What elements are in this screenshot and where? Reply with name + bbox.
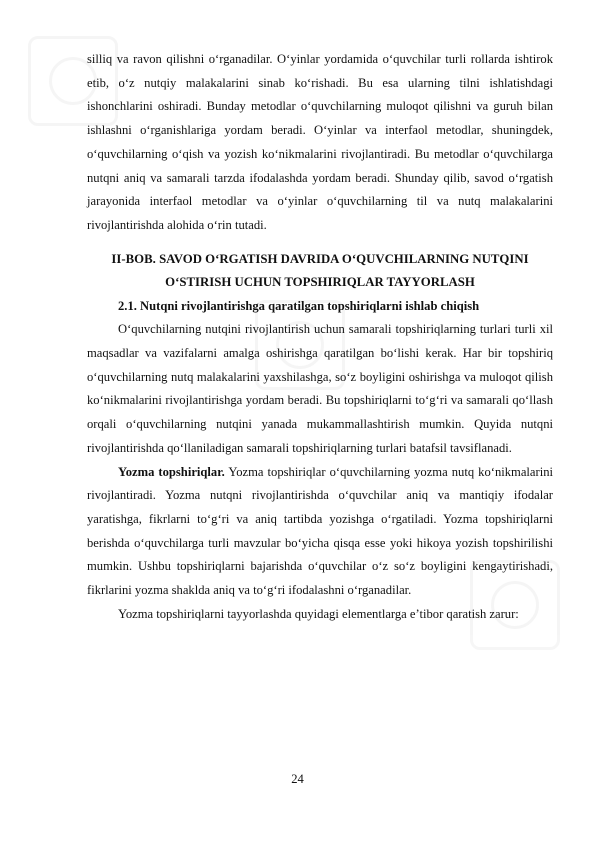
- written-tasks-paragraph: [87, 461, 553, 603]
- final-paragraph: Yozma topshiriqlarni tayyorlashda quyidagi elementlarga e’tibor qaratish zarur:: [118, 606, 519, 621]
- section-title: 2.1. Nutqni rivojlantirishga qaratilgan topshiriqlarni ishlab chiqish: [118, 298, 480, 313]
- written-tasks-lead: Yozma topshiriqlar.: [118, 464, 225, 479]
- page-content: [87, 48, 553, 626]
- written-tasks-body: Yozma topshiriqlar o‘quvchilarning yozma nutq ko‘nikmalarini rivojlantiradi. Yozma nutqni rivojlantirishda o‘quvchilar aniq va mantiqiy ifodalar yaratishga, fikrlarni to‘g‘ri va aniq tartibda yozishga o‘rgatiladi. Yozma topshiriqlarni berishda o‘quvchilarga turli mavzular bo‘yicha qisqa esse yoki hikoya yozish topshirilishi mumkin. Ushbu topshiriqlarni bajarishda o‘quvchilar o‘z so‘z boyligini kengaytirishadi, fikrlarini yozma shaklda aniq va to‘g‘ri ifodalashni o‘rganadilar.: [87, 464, 553, 598]
- chapter-title: II-BOB. SAVOD O‘RGATISH DAVRIDA O‘QUVCHILARNING NUTQINI O‘STIRISH UCHUN TOPSHIRIQLAR TAYYORLASH: [111, 251, 529, 290]
- intro-paragraph: silliq va ravon qilishni o‘rganadilar. O‘yinlar yordamida o‘quvchilar turli rollarda ishtirok etib, o‘z nutqiy malakalarini sinab ko‘rishadi. Bu esa ularning tilni ishlatishdagi ishonchlarini oshiradi. Bunday metodlar o‘quvchilarning muloqot qilishni va guruh bilan ishlashni o‘rganishlariga yordam beradi. O‘yinlar va interfaol metodlar, shuningdek, o‘quvchilarning o‘qish va yozish ko‘nikmalarini rivojlantiradi. Bu metodlar o‘quvchilarga nutqni aniq va samarali tarzda ifodalashda yordam beradi. Shunday qilib, savod o‘rgatish jarayonida interfaol metodlar va o‘yinlar o‘quvchilarning til va nutq malakalarini rivojlantirishda alohida o‘rin tutadi.: [87, 52, 553, 232]
- page-number: 24: [291, 772, 304, 786]
- section-paragraph: O‘quvchilarning nutqini rivojlantirish uchun samarali topshiriqlarning turlari turli xil maqsadlar va vazifalarni amalga oshirishga qaratilgan bo‘lishi kerak. Har bir topshiriq o‘quvchilarning nutq malakalarini yaxshilashga, so‘z boyligini oshirishga va muloqot qilish ko‘nikmalarini rivojlantirishga yordam beradi. Bu topshiriqlarni to‘g‘ri va samarali qo‘llash orqali o‘quvchilarning nutqini yanada mukammallashtirish mumkin. Quyida nutqni rivojlantirishda qo‘llaniladigan samarali topshiriqlarning turlari batafsil tavsiflanadi.: [87, 322, 553, 455]
